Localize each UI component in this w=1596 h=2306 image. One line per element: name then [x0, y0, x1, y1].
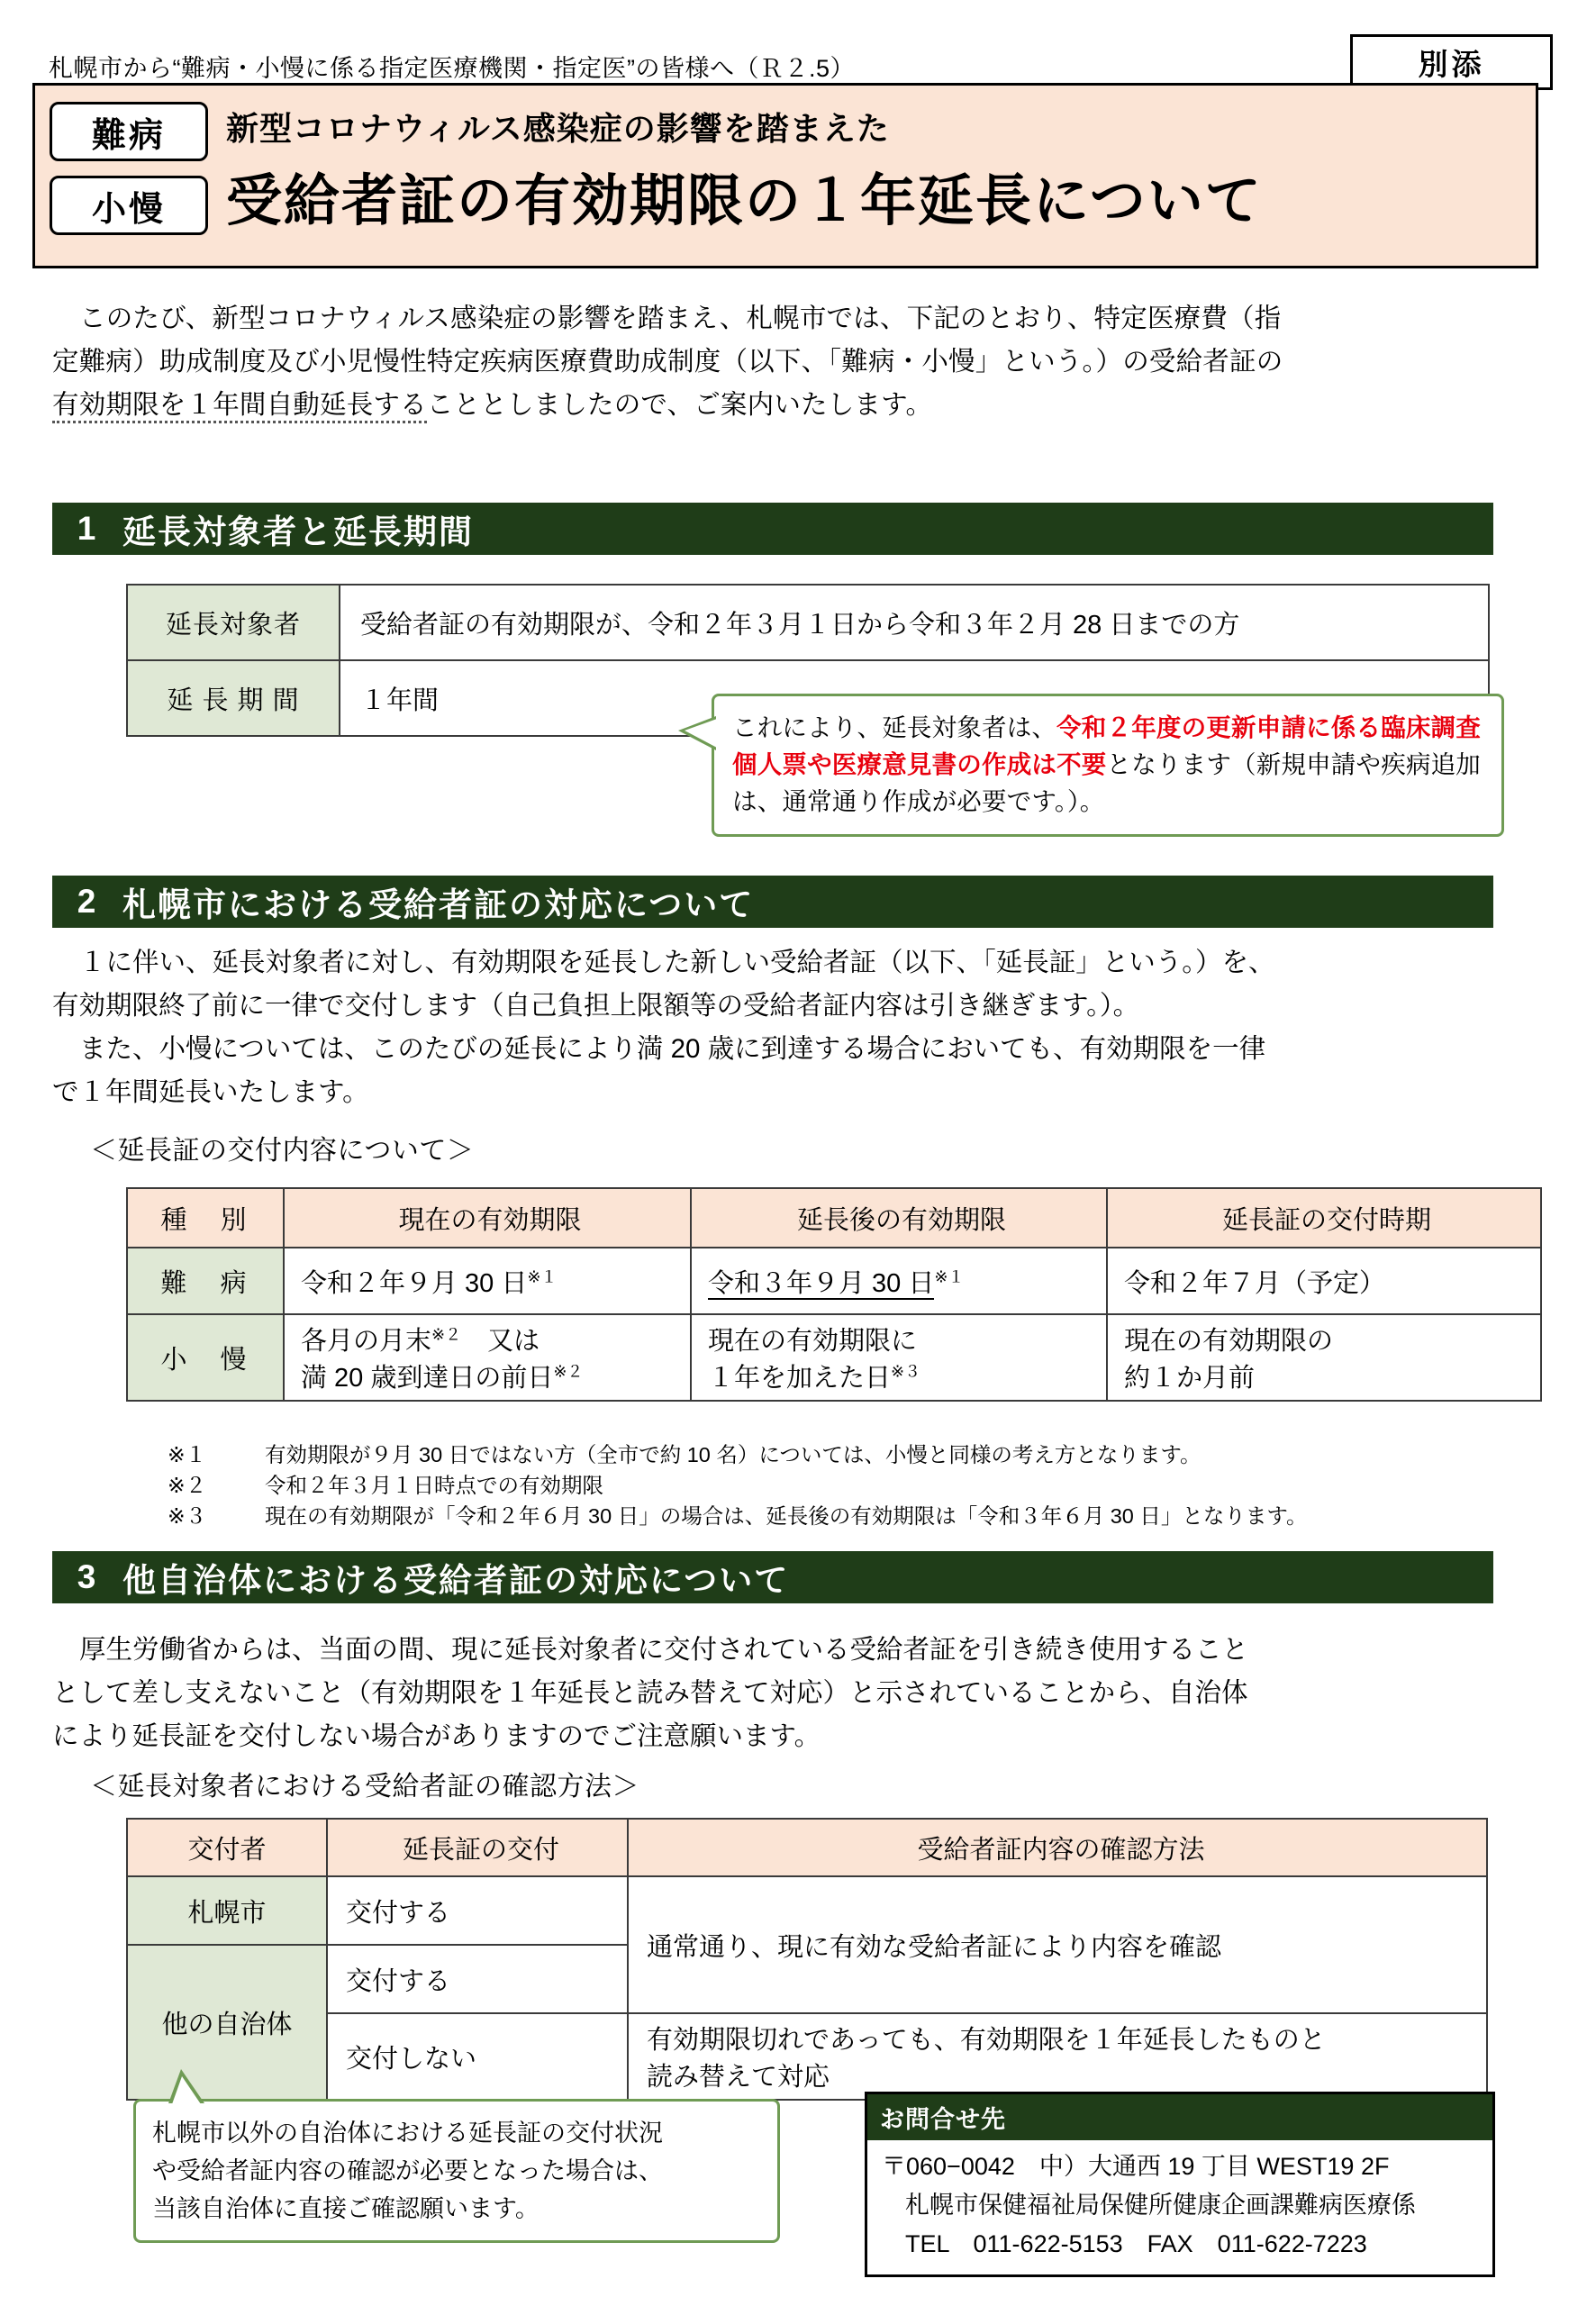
- callout-red-2: る臨床調査個人票や医療意見書の作成は不要: [732, 713, 1482, 778]
- table-header-row: [127, 1188, 1541, 1248]
- cell-method-reinterpret: [628, 2013, 1487, 2100]
- cell-current-nanbyo-note: ※１: [527, 1266, 558, 1285]
- cell-kind-nanbyo: 難 病: [127, 1248, 284, 1314]
- section-2-body: [52, 941, 1547, 1114]
- bubble-tail-inner-icon: [685, 719, 717, 748]
- footnote-text-2: 令和２年３月１日時点での有効期限: [265, 1474, 603, 1497]
- section-1-number: 1: [77, 510, 98, 547]
- cell-current-shoman-line1: [301, 1321, 679, 1357]
- s2-para2-line1: また、小慢については、このたびの延長により満 20 歳に到達する場合においても、有効期限を一律: [79, 1034, 1266, 1064]
- cell-issuance-other-yes: 交付する: [327, 1945, 628, 2013]
- table-row: [127, 1876, 1487, 1945]
- cell-current-shoman: [284, 1314, 691, 1401]
- cell-issuer-other: 他の自治体: [127, 1945, 327, 2100]
- th-after: 延長後の有効期限: [691, 1188, 1107, 1248]
- cell-timing-shoman: [1107, 1314, 1541, 1401]
- title-banner: [32, 83, 1538, 268]
- callout-text-part3: す（新規申請や疾病追加は、通常通り作成が必要です。）。: [732, 750, 1482, 815]
- contact-body: [867, 2140, 1492, 2274]
- cell-timing-shoman-line2: 約１か月前: [1124, 1364, 1256, 1393]
- intro-emphasis: 有効期限を１年間自動延長する: [52, 390, 427, 423]
- cell-current-shoman-l1-tail: 又は: [461, 1327, 540, 1356]
- contact-header: お問合せ先: [867, 2094, 1492, 2140]
- cell-issuance-sapporo: 交付する: [327, 1876, 628, 1945]
- intro-line-3: [52, 384, 1547, 427]
- cell-method-reinterpret-l2: 読み替えて対応: [647, 2063, 830, 2092]
- attachment-label: 別添: [1350, 34, 1553, 90]
- footnote-text-1: 有効期限が９月 30 日ではない方（全市で約 10 名）については、小慢と同様の考え方となります。: [265, 1443, 1202, 1466]
- cell-method-normal: 通常通り、現に有効な受給者証により内容を確認: [628, 1876, 1487, 2013]
- footnote-text-3: 現在の有効期限が「令和２年６月 30 日」の場合は、延長後の有効期限は「令和３年６月 30 日」となります。: [265, 1504, 1308, 1528]
- tag-nanbyo: 難病: [50, 102, 208, 161]
- contact-address-line2: 札幌市保健福祉局保健所健康企画課難病医療係: [905, 2192, 1416, 2219]
- section-2-title: 札幌市における受給者証の対応について: [122, 886, 755, 923]
- cell-after-shoman-line1: 現在の有効期限に: [708, 1327, 918, 1356]
- row-value-period: １年間: [340, 660, 1489, 736]
- table-row: [127, 2013, 1487, 2100]
- section-2-number: 2: [77, 883, 98, 920]
- callout-bubble-section1: [712, 694, 1504, 837]
- callout-red-1: 令和２年度の更新申請に係: [1056, 713, 1356, 741]
- footnote-mark-2: ※２: [168, 1474, 207, 1497]
- verification-method-table: [126, 1818, 1488, 2101]
- cell-current-shoman-l2: 満 20 歳到達日の前日: [301, 1364, 554, 1393]
- footnote-mark-1: ※１: [168, 1443, 207, 1466]
- cell-after-shoman-line2: [708, 1357, 1095, 1394]
- cell-after-nanbyo-note: ※１: [934, 1266, 965, 1285]
- contact-address-line1: 〒060−0042 中）大通西 19 丁目 WEST19 2F: [882, 2153, 1390, 2180]
- th-issuance: 延長証の交付: [327, 1819, 628, 1876]
- contact-phone: TEL 011-622-5153 FAX 011-622-7223: [905, 2230, 1367, 2257]
- row-label-target: 延長対象者: [127, 585, 340, 660]
- cell-after-shoman-l2-note: ※３: [891, 1362, 921, 1381]
- s2-para1-line1: １に伴い、延長対象者に対し、有効期限を延長した新しい受給者証（以下、「延長証」という。）を、: [79, 948, 1275, 977]
- intro-line-1: このたび、新型コロナウィルス感染症の影響を踏まえ、札幌市では、下記のとおり、特定医療費（指: [79, 304, 1282, 333]
- table-row: [127, 1248, 1541, 1314]
- cell-current-nanbyo-text: 令和２年９月 30 日: [301, 1268, 528, 1298]
- bottom-callout-line3: 当該自治体に直接ご確認願います。: [152, 2195, 540, 2222]
- header-note: 札幌市から“難病・小慢に係る指定医療機関・指定医”の皆様へ（Ｒ２.5）: [49, 55, 855, 82]
- cell-current-shoman-l1: 各月の月末: [301, 1327, 432, 1356]
- cell-after-shoman-l2: １年を加えた日: [708, 1364, 892, 1393]
- section-header-1: [52, 503, 1493, 555]
- s3-para-line1: 厚生労働省からは、当面の間、現に延長対象者に交付されている受給者証を引き続き使用すること: [79, 1635, 1249, 1665]
- bubble2-tail-inner-icon: [172, 2076, 201, 2104]
- bottom-callout-line1: 札幌市以外の自治体における延長証の交付状況: [152, 2120, 663, 2147]
- intro-paragraph: [52, 297, 1547, 427]
- intro-line-2: 定難病）助成制度及び小児慢性特定疾病医療費助成制度（以下、「難病・小慢」という。）の受給者証の: [52, 347, 1283, 377]
- footnote-row: [168, 1439, 1308, 1470]
- cell-current-nanbyo: [284, 1248, 691, 1314]
- cell-method-reinterpret-l1: 有効期限切れであっても、有効期限を１年延長したものと: [647, 2026, 1326, 2055]
- th-current: 現在の有効期限: [284, 1188, 691, 1248]
- cell-current-shoman-l1-note: ※２: [431, 1325, 462, 1344]
- s2-para1-line2: 有効期限終了前に一律で交付します（自己負担上限額等の受給者証内容は引き継ぎます。）。: [52, 991, 1140, 1021]
- th-timing: 延長証の交付時期: [1107, 1188, 1541, 1248]
- page-title: 受給者証の有効期限の１年延長について: [226, 170, 1263, 232]
- footnote-mark-3: ※３: [168, 1504, 207, 1528]
- cell-current-shoman-line2: [301, 1357, 679, 1394]
- s3-para-line3: により延長証を交付しない場合がありますのでご注意願います。: [52, 1721, 821, 1751]
- cell-timing-nanbyo: 令和２年７月（予定）: [1107, 1248, 1541, 1314]
- cell-after-shoman: [691, 1314, 1107, 1401]
- callout-bubble-bottom: [133, 2099, 780, 2243]
- s2-para2-line2: で１年間延長いたします。: [52, 1077, 369, 1107]
- th-method: 受給者証内容の確認方法: [628, 1819, 1487, 1876]
- section-header-3: [52, 1551, 1493, 1603]
- th-kind: 種 別: [127, 1188, 284, 1248]
- cell-current-shoman-l2-note: ※２: [553, 1362, 584, 1381]
- callout-text-part1: これにより、延長対象者は、: [732, 713, 1057, 741]
- section-3-body: [52, 1629, 1547, 1758]
- s3-para-line2: として差し支えないこと（有効期限を１年延長と読み替えて対応）と示されていることから、自治体: [52, 1678, 1248, 1708]
- cell-after-nanbyo: [691, 1248, 1107, 1314]
- cell-issuer-sapporo: 札幌市: [127, 1876, 327, 1945]
- title-subtitle: 新型コロナウィルス感染症の影響を踏まえた: [226, 110, 890, 147]
- section-2-subhead: ＜延長証の交付内容について＞: [90, 1136, 475, 1166]
- section-header-2: [52, 876, 1493, 928]
- footnote-row: [168, 1501, 1308, 1531]
- cell-kind-shoman: 小 慢: [127, 1314, 284, 1401]
- footnote-row: [168, 1470, 1308, 1501]
- section-3-title: 他自治体における受給者証の対応について: [122, 1562, 790, 1599]
- section-1-title: 延長対象者と延長期間: [122, 513, 474, 550]
- contact-box: [865, 2092, 1495, 2277]
- callout-text-part2: となりま: [1106, 750, 1207, 778]
- intro-line-3-tail: こととしましたので、ご案内いたします。: [426, 390, 933, 420]
- cell-timing-shoman-line1: 現在の有効期限の: [1124, 1327, 1334, 1356]
- th-issuer: 交付者: [127, 1819, 327, 1876]
- cell-after-nanbyo-text: 令和３年９月 30 日: [708, 1268, 935, 1298]
- table-row: [127, 1314, 1541, 1401]
- section-3-number: 3: [77, 1558, 98, 1595]
- row-label-period: 延 長 期 間: [127, 660, 340, 736]
- table-row: [127, 585, 1489, 660]
- row-value-target: 受給者証の有効期限が、令和２年３月１日から令和３年２月 28 日までの方: [340, 585, 1489, 660]
- issuance-content-table: [126, 1187, 1542, 1402]
- bottom-callout-line2: や受給者証内容の確認が必要となった場合は、: [152, 2157, 663, 2184]
- section-3-subhead: ＜延長対象者における受給者証の確認方法＞: [90, 1772, 639, 1802]
- section-2-footnotes: [168, 1439, 1308, 1531]
- cell-issuance-other-no: 交付しない: [327, 2013, 628, 2100]
- table-header-row: [127, 1819, 1487, 1876]
- tag-shoman: 小慢: [50, 176, 208, 235]
